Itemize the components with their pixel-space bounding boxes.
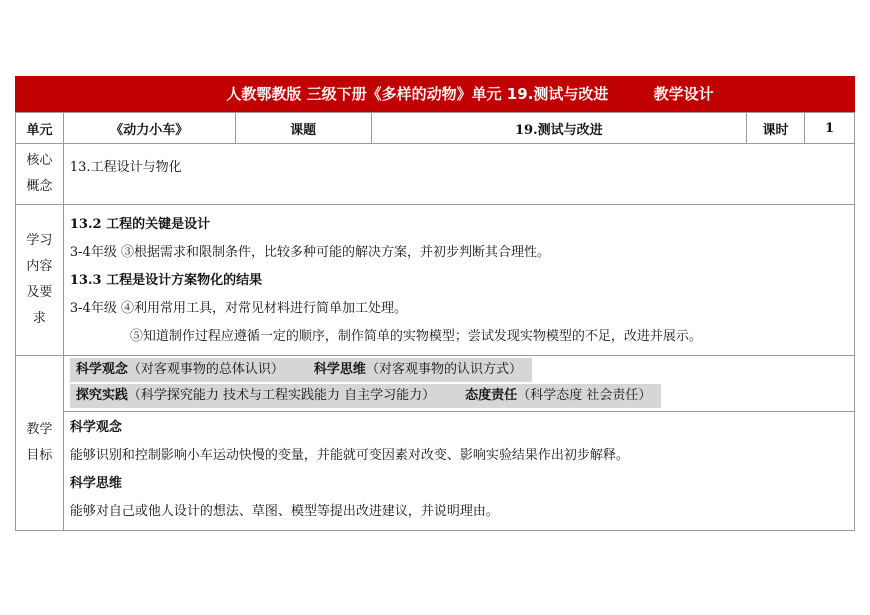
goal-heading-1: 科学观念 (69, 420, 122, 435)
core-concept-label: 核心概念 (16, 144, 64, 205)
document-title-suffix: 教学设计 (653, 85, 714, 103)
goals-row (16, 356, 855, 531)
goal-text-2: 能够对自己或他人设计的想法、草图、模型等提出改进建议，并说明理由。 (69, 504, 499, 519)
goals-dimension-rows (64, 356, 854, 412)
lesson-label: 课题 (235, 113, 371, 144)
study-line-3: 13.3 工程是设计方案物化的结果 (69, 273, 263, 288)
study-line-5: ⑤知道制作过程应遵循一定的顺序，制作简单的实物模型；尝试发现实物模型的不足，改进并展示。 (129, 329, 702, 344)
study-line-1: 13.2 工程的关键是设计 (69, 217, 211, 232)
study-line-4: 3-4年级 ④利用常用工具，对常见材料进行简单加工处理。 (69, 301, 407, 316)
lesson-value: 19.测试与改进 (371, 113, 747, 144)
study-line-2: 3-4年级 ③根据需求和限制条件，比较多种可能的解决方案，并初步判断其合理性。 (69, 245, 550, 260)
core-concept-row (16, 144, 855, 205)
goal-heading-2: 科学思维 (69, 476, 122, 491)
study-row (16, 205, 855, 356)
period-value: 1 (805, 113, 855, 144)
goals-label: 教学目标 (16, 356, 64, 531)
goals-cell (63, 356, 854, 531)
document-title: 人教鄂教版 三级下册《多样的动物》单元 19.测试与改进 (226, 85, 609, 103)
study-label: 学习内容及要求 (16, 205, 64, 356)
goals-dimension-row-2: 探究实践（科学探究能力 技术与工程实践能力 自主学习能力） 态度责任（科学态度 社会责任） (70, 384, 661, 408)
header-row (16, 113, 855, 144)
goal-text-1: 能够识别和控制影响小车运动快慢的变量，并能就可变因素对改变、影响实验结果作出初步解释。 (69, 448, 629, 463)
core-concept-cell (63, 144, 854, 205)
document-title-bar (15, 76, 855, 112)
study-cell (63, 205, 854, 356)
unit-value: 《动力小车》 (63, 113, 235, 144)
period-label: 课时 (747, 113, 805, 144)
goals-dimension-row-1: 科学观念（对客观事物的总体认识） 科学思维（对客观事物的认识方式） (70, 358, 532, 382)
goals-items (64, 412, 854, 530)
unit-label: 单元 (16, 113, 64, 144)
lesson-plan-table (15, 112, 855, 531)
core-concept-text: 13.工程设计与物化 (69, 160, 182, 175)
